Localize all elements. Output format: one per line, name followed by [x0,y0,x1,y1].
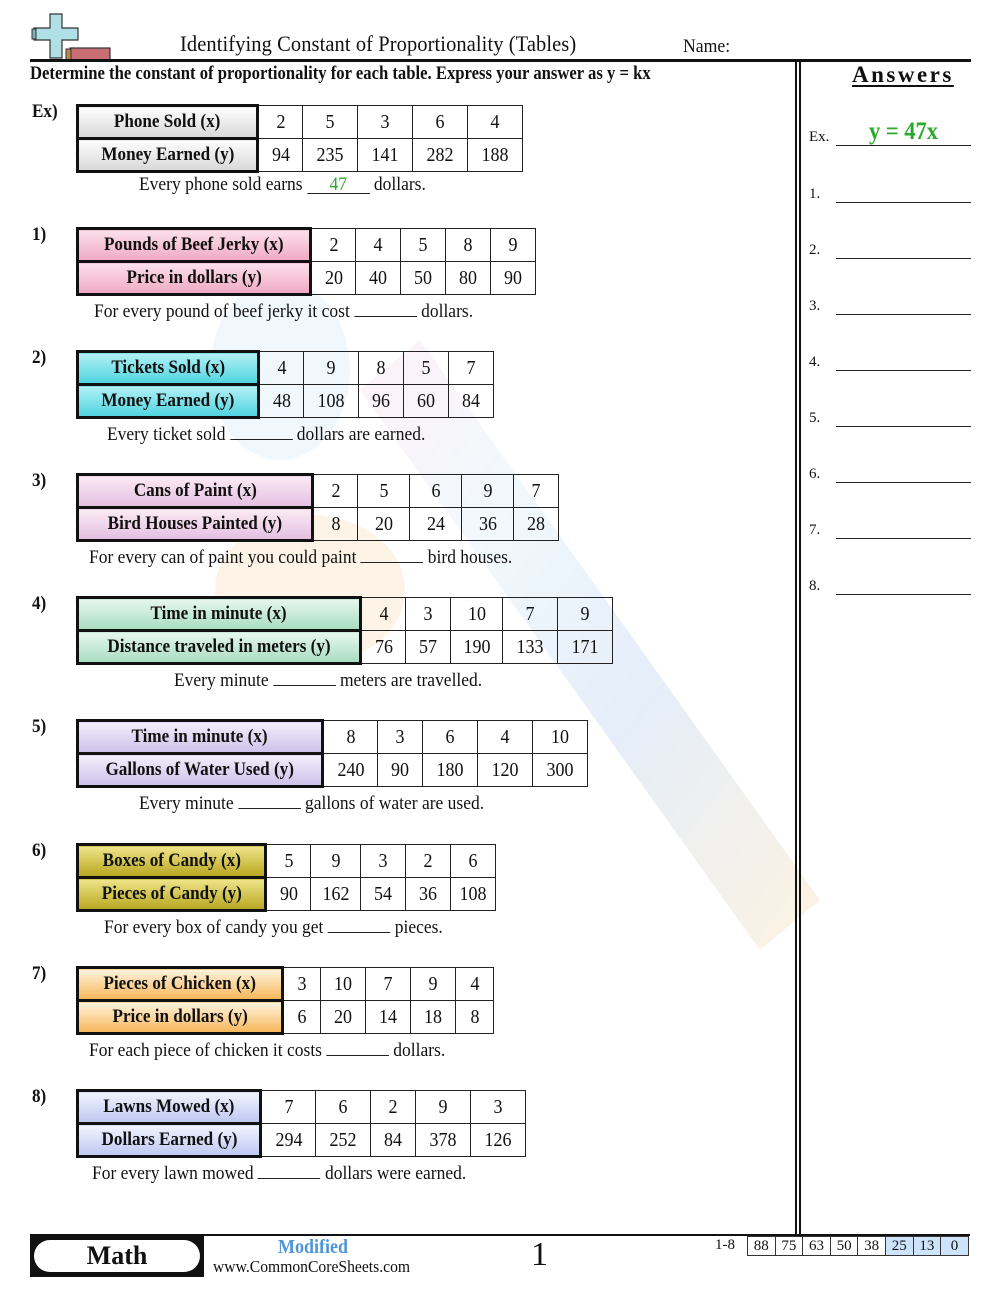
x-value-cell: 8 [446,229,491,262]
y-header: Dollars Earned (y) [78,1124,261,1157]
y-value-cell: 8 [313,508,358,541]
x-value-cell: 4 [478,721,533,754]
sentence-end: pieces. [394,917,443,938]
answer-label: 8. [809,578,821,594]
sentence-start: Every ticket sold [107,424,226,445]
sentence-end: dollars were earned. [324,1163,467,1184]
x-header: Time in minute (x) [78,598,361,631]
x-value-cell: 3 [406,598,451,631]
sentence-start: Every minute [139,793,234,814]
y-value-cell: 36 [406,878,451,911]
prompt-sentence [89,543,512,569]
y-row [78,508,559,541]
x-header: Phone Sold (x) [78,106,258,139]
sentence-blank[interactable] [361,543,424,563]
sentence-end: dollars. [373,174,426,195]
x-value-cell: 4 [259,352,304,385]
x-row [78,352,494,385]
answer-row [809,120,971,146]
x-value-cell: 6 [451,845,496,878]
x-value-cell: 10 [451,598,503,631]
proportion-table [76,719,588,788]
answer-field[interactable] [836,594,971,595]
x-value-cell: 6 [423,721,478,754]
answer-label: 2. [809,242,821,258]
y-header: Distance traveled in meters (y) [78,631,361,664]
sentence-end: dollars. [393,1040,446,1061]
prompt-sentence [139,174,426,196]
x-value-cell: 6 [413,106,468,139]
score-cell: 63 [803,1237,831,1256]
x-value-cell: 2 [258,106,303,139]
x-value-cell: 9 [558,598,613,631]
subject-label: Math [34,1240,200,1272]
score-cell: 0 [941,1237,969,1256]
sentence-blank[interactable]: 47 [307,174,370,194]
answer-row [809,401,971,427]
score-cell: 13 [913,1237,941,1256]
prompt-sentence [89,1036,445,1062]
y-value-cell: 141 [358,139,413,172]
y-value-cell: 120 [478,754,533,787]
y-value-cell: 20 [321,1001,366,1034]
y-value-cell: 180 [423,754,478,787]
x-value-cell: 4 [456,968,494,1001]
x-value-cell: 2 [371,1091,416,1124]
sentence-start: For every box of candy you get [104,917,324,938]
y-value-cell: 171 [558,631,613,664]
x-row [78,229,536,262]
y-value-cell: 300 [533,754,588,787]
problem-number: 8) [32,1086,47,1107]
x-value-cell: 9 [304,352,359,385]
modified-label: Modified [278,1236,349,1258]
proportion-table [76,473,559,542]
x-value-cell: 9 [462,475,514,508]
sentence-start: For every lawn mowed [92,1163,254,1184]
y-value-cell: 294 [261,1124,316,1157]
x-value-cell: 7 [503,598,558,631]
answer-label: 5. [809,410,821,426]
y-value-cell: 6 [283,1001,321,1034]
y-value-cell: 252 [316,1124,371,1157]
prompt-sentence [104,913,443,939]
answer-label: 6. [809,466,821,482]
answer-field[interactable] [836,482,971,483]
problem-number: 3) [32,470,47,491]
problem-number: 2) [32,347,47,368]
y-value-cell: 90 [491,262,536,295]
y-value-cell: 20 [311,262,356,295]
x-value-cell: 2 [406,845,451,878]
answer-label: 4. [809,354,821,370]
y-value-cell: 240 [323,754,378,787]
y-header: Bird Houses Painted (y) [78,508,313,541]
problem-number: 5) [32,716,47,737]
x-header: Time in minute (x) [78,721,323,754]
y-value-cell: 84 [449,385,494,418]
x-value-cell: 3 [361,845,406,878]
sentence-end: dollars are earned. [296,424,426,445]
score-cell: 50 [830,1237,858,1256]
instructions: Determine the constant of proportionality for each table. Express your answer as y = kx [30,64,651,84]
x-header: Cans of Paint (x) [78,475,313,508]
x-value-cell: 3 [358,106,413,139]
x-value-cell: 6 [316,1091,371,1124]
x-value-cell: 5 [358,475,410,508]
y-header: Money Earned (y) [78,385,259,418]
x-value-cell: 4 [468,106,523,139]
answer-row [809,457,971,483]
sentence-start: Every minute [174,670,269,691]
proportion-table [76,227,536,296]
score-cell: 75 [775,1237,803,1256]
sentence-blank[interactable] [354,297,417,317]
y-value-cell: 8 [456,1001,494,1034]
x-value-cell: 7 [449,352,494,385]
x-row [78,968,494,1001]
answer-label: Ex. [809,129,830,145]
y-row [78,1001,494,1034]
column-divider [795,60,801,1234]
score-range-label: 1-8 [715,1237,735,1253]
header-rule [30,59,971,62]
y-value-cell: 20 [358,508,410,541]
sentence-blank[interactable] [328,913,391,933]
prompt-sentence [107,420,425,446]
sentence-start: For every pound of beef jerky it cost [94,301,350,322]
answer-row [809,177,971,203]
y-value-cell: 108 [451,878,496,911]
x-value-cell: 5 [404,352,449,385]
y-value-cell: 235 [303,139,358,172]
x-row [78,598,613,631]
y-row [78,139,523,172]
proportion-table [76,596,613,665]
y-value-cell: 126 [471,1124,526,1157]
answer-label: 7. [809,522,821,538]
sentence-blank[interactable] [273,666,336,686]
sentence-start: For each piece of chicken it costs [89,1040,322,1061]
y-value-cell: 76 [361,631,406,664]
page-number: 1 [531,1236,548,1273]
y-value-cell: 378 [416,1124,471,1157]
x-value-cell: 5 [401,229,446,262]
worksheet-title: Identifying Constant of Proportionality (Tables) [180,31,577,56]
y-value-cell: 54 [361,878,406,911]
problem-number: 4) [32,593,47,614]
answer-row [809,233,971,259]
x-value-cell: 9 [411,968,456,1001]
y-header: Pieces of Candy (y) [78,878,266,911]
score-cell: 88 [748,1237,776,1256]
answer-label: 1. [809,186,821,202]
answer-field[interactable] [836,426,971,427]
x-value-cell: 4 [356,229,401,262]
problem-number: Ex) [32,101,58,122]
problem-number: 7) [32,963,47,984]
y-value-cell: 36 [462,508,514,541]
score-cell: 25 [885,1237,913,1256]
x-row [78,106,523,139]
y-value-cell: 190 [451,631,503,664]
y-value-cell: 40 [356,262,401,295]
y-value-cell: 80 [446,262,491,295]
prompt-sentence [92,1159,466,1185]
y-row [78,754,588,787]
y-value-cell: 14 [366,1001,411,1034]
x-row [78,721,588,754]
x-value-cell: 9 [491,229,536,262]
answers-heading: Answers [852,62,954,87]
x-value-cell: 10 [321,968,366,1001]
sentence-end: gallons of water are used. [304,793,485,814]
x-value-cell: 7 [261,1091,316,1124]
x-row [78,1091,526,1124]
x-header: Boxes of Candy (x) [78,845,266,878]
x-value-cell: 5 [266,845,311,878]
prompt-sentence [94,297,473,323]
x-header: Tickets Sold (x) [78,352,259,385]
proportion-table [76,1089,526,1158]
x-value-cell: 7 [514,475,559,508]
answer-field[interactable] [836,202,971,203]
x-value-cell: 5 [303,106,358,139]
y-row [78,385,494,418]
y-value-cell: 94 [258,139,303,172]
answer-value: y = 47x [868,118,939,145]
y-header: Money Earned (y) [78,139,258,172]
x-value-cell: 8 [323,721,378,754]
x-value-cell: 2 [311,229,356,262]
answer-row [809,569,971,595]
answer-field[interactable] [836,119,971,146]
answer-field[interactable] [836,370,971,371]
proportion-table [76,843,496,912]
proportion-table [76,966,494,1035]
y-header: Price in dollars (y) [78,1001,283,1034]
answer-field[interactable] [836,538,971,539]
x-header: Lawns Mowed (x) [78,1091,261,1124]
y-value-cell: 50 [401,262,446,295]
y-value-cell: 108 [304,385,359,418]
x-row [78,845,496,878]
x-value-cell: 9 [416,1091,471,1124]
score-cell: 38 [858,1237,886,1256]
answer-row [809,345,971,371]
answer-field[interactable] [836,258,971,259]
x-value-cell: 9 [311,845,361,878]
y-row [78,631,613,664]
x-value-cell: 3 [471,1091,526,1124]
sentence-end: meters are travelled. [339,670,483,691]
sentence-blank[interactable] [326,1036,389,1056]
name-label: Name: [683,36,731,57]
problem-number: 6) [32,840,47,861]
x-value-cell: 4 [361,598,406,631]
y-row [78,262,536,295]
x-value-cell: 7 [366,968,411,1001]
y-value-cell: 90 [266,878,311,911]
prompt-sentence [139,789,484,815]
x-value-cell: 8 [359,352,404,385]
y-value-cell: 90 [378,754,423,787]
sentence-end: dollars. [421,301,474,322]
sentence-blank[interactable] [230,420,293,440]
y-value-cell: 28 [514,508,559,541]
y-value-cell: 48 [259,385,304,418]
y-row [78,1124,526,1157]
subject-badge [30,1235,204,1277]
y-value-cell: 188 [468,139,523,172]
problem-number: 1) [32,224,47,245]
sentence-blank[interactable] [258,1159,321,1179]
sentence-start: For every can of paint you could paint [89,547,357,568]
answer-field[interactable] [836,314,971,315]
y-value-cell: 282 [413,139,468,172]
proportion-table [76,350,494,419]
sentence-start: Every phone sold earns [139,174,303,195]
prompt-sentence [174,666,482,692]
x-header: Pounds of Beef Jerky (x) [78,229,311,262]
worksheet-logo-icon [28,8,114,60]
y-value-cell: 133 [503,631,558,664]
score-table [747,1236,969,1256]
x-value-cell: 3 [378,721,423,754]
y-value-cell: 96 [359,385,404,418]
y-value-cell: 18 [411,1001,456,1034]
y-header: Price in dollars (y) [78,262,311,295]
site-url: www.CommonCoreSheets.com [213,1257,411,1276]
sentence-blank[interactable] [238,789,301,809]
y-value-cell: 24 [410,508,462,541]
sentence-end: bird houses. [427,547,513,568]
y-row [78,878,496,911]
y-value-cell: 84 [371,1124,416,1157]
answer-row [809,289,971,315]
x-value-cell: 6 [410,475,462,508]
x-value-cell: 3 [283,968,321,1001]
x-header: Pieces of Chicken (x) [78,968,283,1001]
y-value-cell: 57 [406,631,451,664]
answer-row [809,513,971,539]
proportion-table [76,104,523,173]
y-value-cell: 60 [404,385,449,418]
y-header: Gallons of Water Used (y) [78,754,323,787]
x-value-cell: 2 [313,475,358,508]
answer-label: 3. [809,298,821,314]
x-row [78,475,559,508]
y-value-cell: 162 [311,878,361,911]
x-value-cell: 10 [533,721,588,754]
